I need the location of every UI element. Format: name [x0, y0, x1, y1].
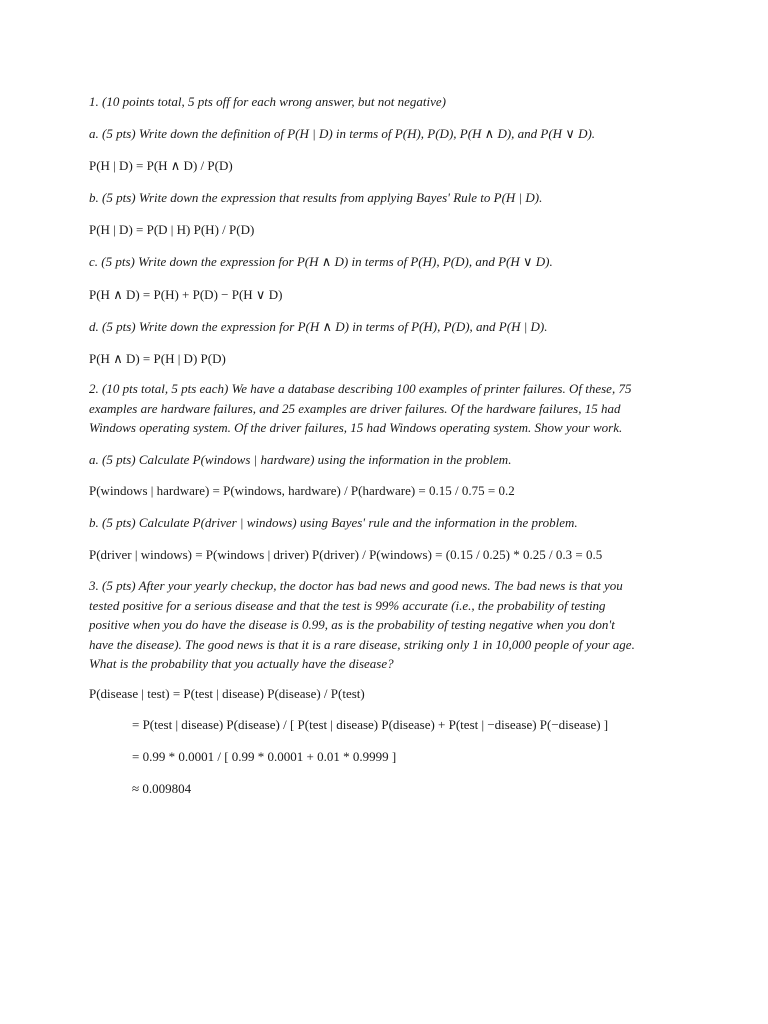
q1-c-answer: P(H ∧ D) = P(H) + P(D) − P(H ∨ D) [89, 287, 283, 302]
q2-b-answer: P(driver | windows) = P(windows | driver) P(driver) / P(windows) = (0.15 / 0.25) * 0.25 / 0.3 = 0.5 [89, 547, 603, 562]
q2-a-answer: P(windows | hardware) = P(windows, hardware) / P(hardware) = 0.15 / 0.75 = 0.2 [89, 483, 515, 498]
q3-intro-line: 3. (5 pts) After your yearly checkup, the doctor has bad news and good news. The bad news is that you [89, 578, 623, 593]
q2-intro-line: 2. (10 pts total, 5 pts each) We have a database describing 100 examples of printer failures. Of these, 75 [89, 381, 632, 396]
q3-answer-line2: = P(test | disease) P(disease) / [ P(test | disease) P(disease) + P(test | −disease) P(−disease) ] [132, 717, 609, 732]
q2-b-question: b. (5 pts) Calculate P(driver | windows) using Bayes' rule and the information in the problem. [89, 515, 578, 530]
q1-d-answer: P(H ∧ D) = P(H | D) P(D) [89, 351, 226, 366]
q1-header: 1. (10 points total, 5 pts off for each wrong answer, but not negative) [89, 94, 447, 109]
q3-answer-line1: P(disease | test) = P(test | disease) P(disease) / P(test) [89, 686, 365, 701]
q3-intro-line: positive when you do have the disease is 0.99, as is the probability of testing negative when you don't [89, 617, 615, 632]
q1-a-question: a. (5 pts) Write down the definition of P(H | D) in terms of P(H), P(D), P(H ∧ D), and P(H ∨ D). [89, 126, 596, 141]
q1-b-question: b. (5 pts) Write down the expression that results from applying Bayes' Rule to P(H | D). [89, 190, 543, 205]
q3-answer-line4: ≈ 0.009804 [132, 781, 192, 796]
q1-d-question: d. (5 pts) Write down the expression for P(H ∧ D) in terms of P(H), P(D), and P(H | D). [89, 319, 548, 334]
q1-b-answer: P(H | D) = P(D | H) P(H) / P(D) [89, 222, 255, 237]
q1-a-answer: P(H | D) = P(H ∧ D) / P(D) [89, 158, 233, 173]
q2-intro-line: Windows operating system. Of the driver failures, 15 had Windows operating system. Show your work. [89, 420, 623, 435]
q1-c-question: c. (5 pts) Write down the expression for P(H ∧ D) in terms of P(H), P(D), and P(H ∨ D). [89, 254, 553, 269]
q2-a-question: a. (5 pts) Calculate P(windows | hardware) using the information in the problem. [89, 452, 512, 467]
q3-intro-line: tested positive for a serious disease and that the test is 99% accurate (i.e., the probability of testing [89, 597, 606, 613]
q2-intro [89, 379, 689, 438]
q3-intro-line: have the disease). The good news is that it is a rare disease, striking only 1 in 10,000 people of your age. [89, 636, 635, 652]
q2-intro-line: examples are hardware failures, and 25 examples are driver failures. Of the hardware failures, 15 had [89, 400, 621, 416]
q3-intro [89, 576, 689, 674]
q3-answer-line3: = 0.99 * 0.0001 / [ 0.99 * 0.0001 + 0.01 * 0.9999 ] [132, 749, 397, 764]
q3-intro-line: What is the probability that you actually have the disease? [89, 656, 394, 671]
